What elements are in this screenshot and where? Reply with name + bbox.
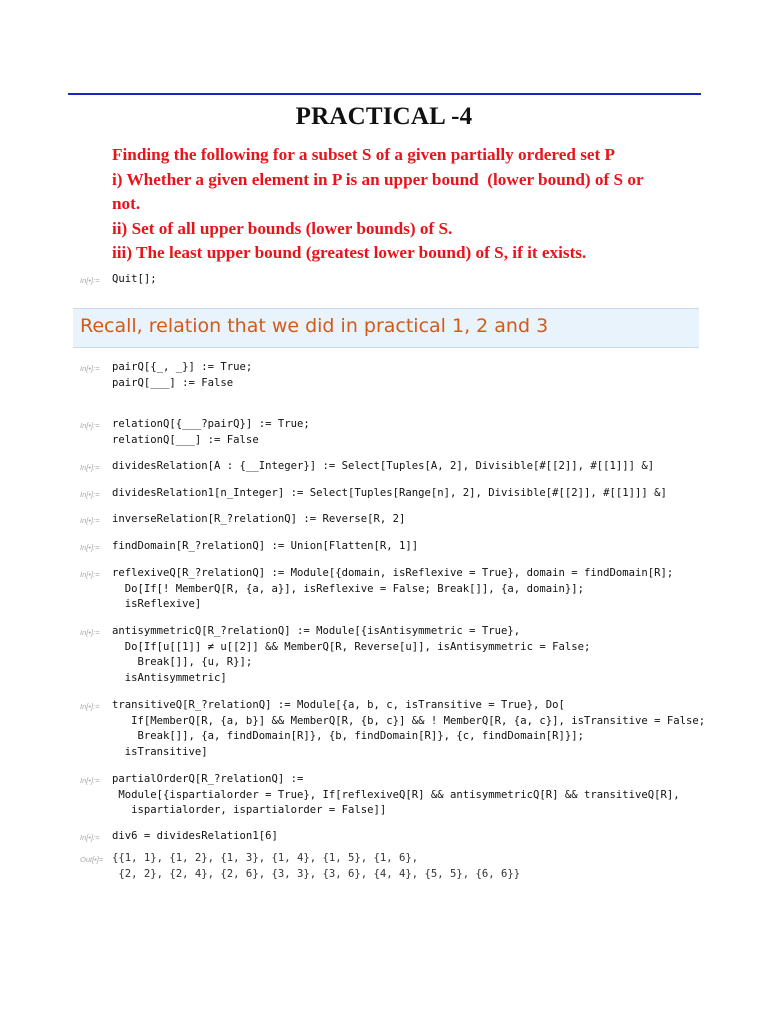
intro-line: not. — [112, 194, 141, 214]
code-line: relationQ[___] := False — [112, 433, 259, 446]
intro-line: Finding the following for a subset S of a given partially ordered set P — [112, 145, 616, 164]
output-tag: Out[•]= — [80, 855, 104, 864]
input-cell-find-domain[interactable] — [112, 539, 712, 555]
code-line: div6 = dividesRelation1[6] — [112, 830, 278, 842]
code-line: transitiveQ[R_?relationQ] := Module[{a, b, c, isTransitive = True}, Do[ — [112, 699, 565, 711]
input-cell-inverse-relation[interactable] — [112, 512, 712, 528]
intro-block — [112, 143, 702, 266]
code-line: Quit[]; — [112, 273, 157, 285]
input-cell-divides-relation1[interactable] — [112, 486, 712, 502]
input-tag: In[•]:= — [80, 833, 100, 842]
input-tag: In[•]:= — [80, 364, 100, 373]
code-line: Do[If[! MemberQ[R, {a, a}], isReflexive = False; Break[]], {a, domain}]; — [112, 582, 584, 595]
input-tag: In[•]:= — [80, 516, 100, 525]
page-title: PRACTICAL -4 — [295, 103, 473, 130]
intro-line: i) Whether a given element in P is an upper bound (lower bound) of S or — [112, 169, 644, 189]
input-tag: In[•]:= — [80, 463, 100, 472]
input-cell-antisymmetricq[interactable] — [112, 624, 712, 686]
code-line: ispartialorder, ispartialorder = False]] — [112, 804, 387, 816]
code-line: Module[{ispartialorder = True}, If[reflexiveQ[R] && antisymmetricQ[R] && transitiveQ[R], — [112, 788, 680, 801]
input-tag: In[•]:= — [80, 702, 100, 711]
input-tag: In[•]:= — [80, 421, 100, 430]
output-cell-div6 — [112, 851, 712, 882]
input-cell-partial-orderq[interactable] — [112, 772, 712, 819]
top-rule — [68, 93, 701, 95]
input-cell-relationq[interactable] — [112, 417, 712, 448]
input-cell-pairq[interactable] — [112, 360, 712, 391]
input-tag: In[•]:= — [80, 276, 100, 285]
intro-line: ii) Set of all upper bounds (lower bounds) of S. — [112, 218, 453, 238]
code-line: partialOrderQ[R_?relationQ] := — [112, 773, 304, 785]
code-line: pairQ[{_, _}] := True; — [112, 361, 253, 373]
code-line: Break[]], {u, R}]; — [112, 656, 253, 668]
code-line: reflexiveQ[R_?relationQ] := Module[{domain, isReflexive = True}, domain = findDomain[R]; — [112, 567, 674, 579]
input-tag: In[•]:= — [80, 543, 100, 552]
output-line: {2, 2}, {2, 4}, {2, 6}, {3, 3}, {3, 6}, {4, 4}, {5, 5}, {6, 6}} — [112, 867, 521, 880]
output-line: {{1, 1}, {1, 2}, {1, 3}, {1, 4}, {1, 5}, {1, 6}, — [112, 852, 419, 864]
code-line: relationQ[{___?pairQ}] := True; — [112, 418, 310, 430]
code-line: isTransitive] — [112, 745, 208, 758]
code-line: isReflexive] — [112, 598, 202, 610]
section-header — [73, 308, 699, 348]
section-title: Recall, relation that we did in practical 1, 2 and 3 — [80, 315, 549, 337]
code-line: pairQ[___] := False — [112, 376, 234, 389]
code-line: Break[]], {a, findDomain[R]}, {b, findDomain[R]}, {c, findDomain[R]}]; — [112, 730, 584, 742]
code-line: inverseRelation[R_?relationQ] := Reverse[R, 2] — [112, 513, 406, 525]
code-line: dividesRelation1[n_Integer] := Select[Tuples[Range[n], 2], Divisible[#[[2]], #[[1]]] &] — [112, 487, 667, 499]
input-tag: In[•]:= — [80, 490, 100, 499]
code-line: dividesRelation[A : {__Integer}] := Select[Tuples[A, 2], Divisible[#[[2]], #[[1]]] &] — [112, 460, 655, 472]
code-line: isAntisymmetric] — [112, 671, 227, 684]
input-tag: In[•]:= — [80, 628, 100, 637]
code-line: Do[If[u[[1]] ≠ u[[2]] && MemberQ[R, Reverse[u]], isAntisymmetric = False; — [112, 640, 591, 653]
input-cell-reflexiveq[interactable] — [112, 566, 712, 613]
input-cell-quit[interactable] — [112, 272, 712, 288]
input-cell-div6[interactable] — [112, 829, 712, 845]
input-tag: In[•]:= — [80, 776, 100, 785]
code-line: antisymmetricQ[R_?relationQ] := Module[{isAntisymmetric = True}, — [112, 625, 521, 637]
code-line: If[MemberQ[R, {a, b}] && MemberQ[R, {b, c}] && ! MemberQ[R, {a, c}], isTransitive = False; — [112, 714, 706, 727]
input-cell-transitiveq[interactable] — [112, 698, 712, 760]
code-line: findDomain[R_?relationQ] := Union[Flatten[R, 1]] — [112, 540, 419, 552]
intro-line: iii) The least upper bound (greatest lower bound) of S, if it exists. — [112, 243, 587, 263]
input-tag: In[•]:= — [80, 570, 100, 579]
input-cell-divides-relation[interactable] — [112, 459, 712, 475]
